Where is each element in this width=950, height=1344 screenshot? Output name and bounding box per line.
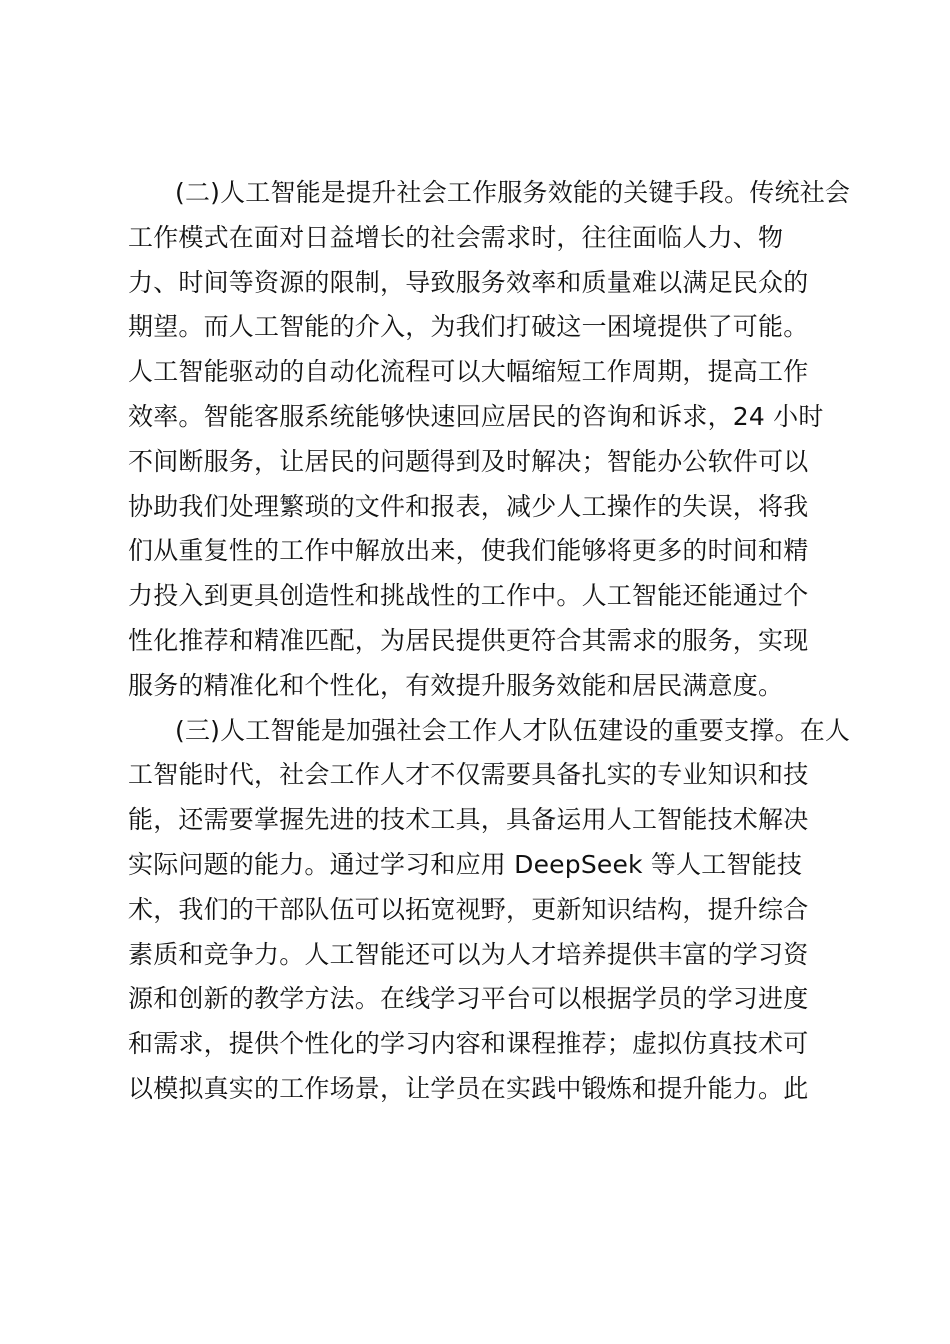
paragraph-line: 和需求，提供个性化的学习内容和课程推荐；虚拟仿真技术可 xyxy=(128,1029,809,1059)
paragraph-3 xyxy=(128,709,851,1112)
paragraph-line: 力、时间等资源的限制，导致服务效率和质量难以满足民众的 xyxy=(128,267,809,297)
paragraph-line: 以模拟真实的工作场景，让学员在实践中锻炼和提升能力。此 xyxy=(128,1073,809,1103)
paragraph-line: 服务的精准化和个性化，有效提升服务效能和居民满意度。 xyxy=(128,670,784,700)
paragraph-line: 效率。智能客服系统能够快速回应居民的咨询和诉求，24 小时 xyxy=(128,401,824,431)
paragraph-line: 工智能时代，社会工作人才不仅需要具备扎实的专业知识和技 xyxy=(128,760,809,790)
paragraph-line: 们从重复性的工作中解放出来，使我们能够将更多的时间和精 xyxy=(128,536,809,566)
paragraph-line: 人工智能驱动的自动化流程可以大幅缩短工作周期，提高工作 xyxy=(128,357,809,387)
paragraph-line: 力投入到更具创造性和挑战性的工作中。人工智能还能通过个 xyxy=(128,581,809,611)
paragraph-line: 性化推荐和精准匹配，为居民提供更符合其需求的服务，实现 xyxy=(128,625,809,655)
paragraph-line: 不间断服务，让居民的问题得到及时解决；智能办公软件可以 xyxy=(128,446,809,476)
paragraph-line: 素质和竞争力。人工智能还可以为人才培养提供丰富的学习资 xyxy=(128,939,809,969)
paragraph-line: 能，还需要掌握先进的技术工具，具备运用人工智能技术解决 xyxy=(128,805,809,835)
paragraph-line: 期望。而人工智能的介入，为我们打破这一困境提供了可能。 xyxy=(128,312,809,342)
paragraph-line: 协助我们处理繁琐的文件和报表，减少人工操作的失误，将我 xyxy=(128,491,809,521)
paragraph-2 xyxy=(128,171,851,709)
paragraph-line: (二)人工智能是提升社会工作服务效能的关键手段。传统社会 xyxy=(175,178,851,207)
body-text xyxy=(128,171,851,1112)
paragraph-line: 实际问题的能力。通过学习和应用 DeepSeek 等人工智能技 xyxy=(128,849,803,879)
paragraph-line: (三)人工智能是加强社会工作人才队伍建设的重要支撑。在人 xyxy=(175,715,851,745)
paragraph-line: 术，我们的干部队伍可以拓宽视野，更新知识结构，提升综合 xyxy=(128,894,809,924)
paragraph-line: 源和创新的教学方法。在线学习平台可以根据学员的学习进度 xyxy=(128,984,809,1014)
paragraph-line: 工作模式在面对日益增长的社会需求时，往往面临人力、物 xyxy=(128,222,784,252)
